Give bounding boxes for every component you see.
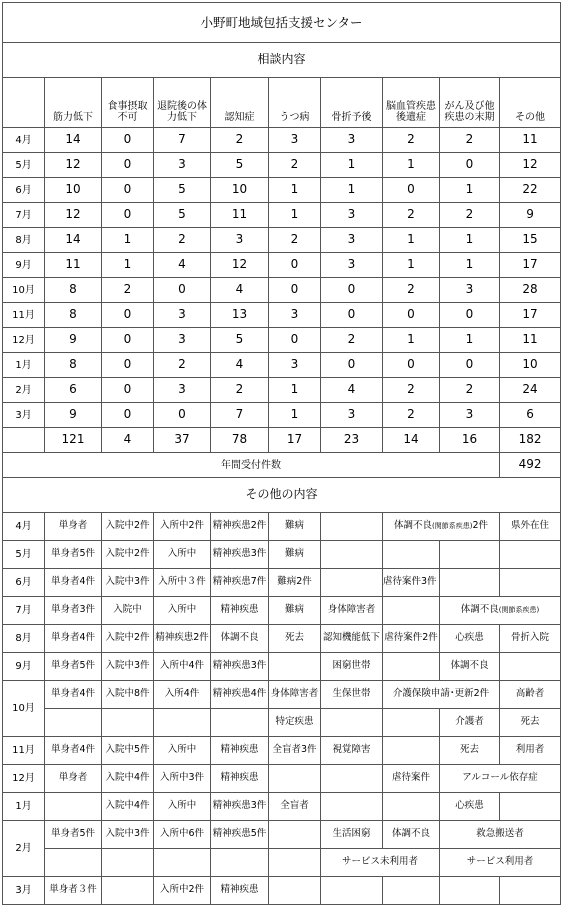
category-header-5: 骨折予後	[321, 78, 383, 128]
report-title: 小野町地域包括支援センター	[3, 3, 561, 43]
table-cell: 1	[269, 378, 321, 403]
table-cell: 11	[500, 328, 561, 353]
table-cell: 1	[102, 253, 154, 278]
table-cell: 3	[321, 403, 383, 428]
other-content-cell: 入院中4件	[102, 793, 154, 821]
table-cell: 1	[269, 403, 321, 428]
total-cell: 78	[211, 428, 269, 453]
other-content-cell: 精神疾患3件	[211, 653, 269, 681]
table-cell: 1	[440, 253, 500, 278]
table-cell: 10	[211, 178, 269, 203]
other-content-cell: 心疾患	[440, 625, 500, 653]
other-content-cell: 難病	[269, 597, 321, 625]
category-header-0: 筋力低下	[45, 78, 102, 128]
table-cell: 3	[440, 278, 500, 303]
other-content-cell	[440, 569, 500, 597]
table-cell: 2	[383, 278, 440, 303]
table-cell: 0	[321, 303, 383, 328]
other-content-cell	[154, 849, 211, 877]
other-content-cell: 単身者5件	[45, 541, 102, 569]
table-cell: 3	[269, 303, 321, 328]
table-cell: 0	[321, 353, 383, 378]
table-cell: 1	[321, 153, 383, 178]
table-cell: 0	[269, 278, 321, 303]
table-cell: 5	[154, 178, 211, 203]
other-content-cell: 単身者4件	[45, 625, 102, 653]
table-cell: 2	[154, 353, 211, 378]
table-cell: 7	[154, 128, 211, 153]
table-cell: 10	[500, 353, 561, 378]
table-cell: 0	[102, 153, 154, 178]
other-month-label: 10月	[3, 681, 45, 737]
consultation-report-table	[2, 2, 561, 905]
total-cell: 37	[154, 428, 211, 453]
table-cell: 17	[500, 303, 561, 328]
table-cell: 3	[154, 303, 211, 328]
table-cell: 0	[154, 403, 211, 428]
cell-note: (関節系疾患)	[498, 606, 540, 615]
other-content-cell: 介護者	[440, 709, 500, 737]
annual-total-label: 年間受付件数	[3, 453, 500, 478]
other-content-cell	[269, 821, 321, 849]
table-cell: 17	[500, 253, 561, 278]
table-cell: 11	[211, 203, 269, 228]
other-content-cell: 精神疾患	[211, 877, 269, 905]
other-content-cell	[102, 849, 154, 877]
other-content-cell	[500, 569, 561, 597]
table-cell: 9	[45, 403, 102, 428]
other-content-cell: 困窮世帯	[321, 653, 383, 681]
other-content-cell	[383, 541, 440, 569]
category-header-3: 認知症	[211, 78, 269, 128]
cell-text: 体調不良	[393, 520, 432, 532]
other-month-label: 8月	[3, 625, 45, 653]
table-cell: 12	[500, 153, 561, 178]
table-cell: 0	[102, 303, 154, 328]
table-cell: 11	[500, 128, 561, 153]
other-content-cell: 入院中2件	[102, 625, 154, 653]
other-content-cell: 入所中4件	[154, 653, 211, 681]
month-label: 4月	[3, 128, 45, 153]
table-cell: 0	[154, 278, 211, 303]
other-content-cell: 単身者4件	[45, 737, 102, 765]
other-content-cell	[45, 793, 102, 821]
table-cell: 1	[269, 203, 321, 228]
table-cell: 0	[440, 353, 500, 378]
other-content-cell: 単身者	[45, 513, 102, 541]
other-content-cell: 特定疾患	[269, 709, 321, 737]
table-cell: 1	[440, 178, 500, 203]
month-label: 10月	[3, 278, 45, 303]
other-content-cell: アルコール依存症	[440, 765, 561, 793]
table-cell: 12	[45, 153, 102, 178]
table-cell: 2	[102, 278, 154, 303]
other-content-cell: 精神疾患5件	[211, 821, 269, 849]
other-content-cell	[211, 849, 269, 877]
other-content-cell	[440, 541, 500, 569]
section-title-consultation: 相談内容	[3, 43, 561, 78]
other-content-cell	[500, 793, 561, 821]
other-content-cell	[45, 849, 102, 877]
table-cell: 5	[154, 203, 211, 228]
other-content-cell: 単身者	[45, 765, 102, 793]
other-content-cell: 単身者３件	[45, 877, 102, 905]
table-cell: 0	[102, 378, 154, 403]
other-content-cell: 入所中	[154, 737, 211, 765]
other-content-cell: 全盲者	[269, 793, 321, 821]
table-cell: 3	[154, 328, 211, 353]
table-cell: 5	[211, 153, 269, 178]
other-content-cell: 入所4件	[154, 681, 211, 709]
month-label: 6月	[3, 178, 45, 203]
total-cell: 4	[102, 428, 154, 453]
table-cell: 3	[154, 153, 211, 178]
table-cell: 4	[321, 378, 383, 403]
table-cell: 3	[321, 228, 383, 253]
other-content-cell	[321, 541, 383, 569]
other-content-cell	[269, 653, 321, 681]
other-content-cell: 全盲者3件	[269, 737, 321, 765]
other-month-label: 9月	[3, 653, 45, 681]
month-label: 11月	[3, 303, 45, 328]
category-header-2: 退院後の体力低下	[154, 78, 211, 128]
table-cell: 0	[269, 328, 321, 353]
other-month-label: 6月	[3, 569, 45, 597]
category-header-6: 脳血管疾患後遺症	[383, 78, 440, 128]
table-cell: 2	[383, 403, 440, 428]
other-content-cell: 体調不良	[440, 653, 500, 681]
table-cell: 1	[440, 228, 500, 253]
table-cell: 2	[440, 378, 500, 403]
other-content-cell: 入院中3件	[102, 653, 154, 681]
other-content-cell: 精神疾患7件	[211, 569, 269, 597]
other-content-cell: 精神疾患2件	[154, 625, 211, 653]
other-content-cell: 入所中	[154, 541, 211, 569]
table-cell: 0	[102, 403, 154, 428]
category-header-8: その他	[500, 78, 561, 128]
other-content-cell: 生保世帯	[321, 681, 383, 709]
table-cell: 2	[154, 228, 211, 253]
table-cell: 9	[500, 203, 561, 228]
table-cell: 8	[45, 353, 102, 378]
other-content-cell	[321, 793, 383, 821]
corner-cell	[3, 78, 45, 128]
cell-text: 2件	[472, 520, 489, 532]
other-content-cell	[383, 653, 440, 681]
other-content-cell	[321, 877, 383, 905]
other-content-cell	[45, 709, 102, 737]
total-cell: 16	[440, 428, 500, 453]
table-cell: 8	[45, 303, 102, 328]
other-content-cell: 単身者3件	[45, 597, 102, 625]
other-content-cell	[383, 737, 440, 765]
other-content-cell	[154, 709, 211, 737]
other-month-label: 3月	[3, 877, 45, 905]
other-content-cell: 高齢者	[500, 681, 561, 709]
table-cell: 0	[383, 353, 440, 378]
table-cell: 8	[45, 278, 102, 303]
table-cell: 3	[321, 253, 383, 278]
table-cell: 0	[440, 303, 500, 328]
other-content-cell: 入院中3件	[102, 821, 154, 849]
other-content-cell	[500, 541, 561, 569]
other-content-cell: 難病	[269, 513, 321, 541]
other-content-cell: 認知機能低下	[321, 625, 383, 653]
other-content-cell	[321, 709, 383, 737]
other-content-cell	[500, 877, 561, 905]
other-content-cell	[383, 793, 440, 821]
other-content-cell-wide	[440, 597, 561, 625]
table-cell: 22	[500, 178, 561, 203]
other-content-cell: 単身者4件	[45, 569, 102, 597]
table-cell: 11	[45, 253, 102, 278]
other-content-cell: 精神疾患3件	[211, 541, 269, 569]
table-cell: 1	[383, 153, 440, 178]
table-cell: 0	[102, 178, 154, 203]
other-content-cell: 精神疾患	[211, 597, 269, 625]
other-content-cell: 単身者5件	[45, 653, 102, 681]
other-content-cell	[383, 597, 440, 625]
table-cell: 1	[383, 253, 440, 278]
annual-total-value: 492	[500, 453, 561, 478]
table-cell: 9	[45, 328, 102, 353]
other-content-cell: 精神疾患	[211, 737, 269, 765]
other-content-cell: 骨折入院	[500, 625, 561, 653]
category-header-1: 食事摂取不可	[102, 78, 154, 128]
table-cell: 2	[383, 203, 440, 228]
table-cell: 1	[383, 328, 440, 353]
other-month-label: 5月	[3, 541, 45, 569]
other-month-label: 4月	[3, 513, 45, 541]
table-cell: 12	[211, 253, 269, 278]
table-cell: 2	[440, 203, 500, 228]
table-cell: 2	[440, 128, 500, 153]
total-cell: 17	[269, 428, 321, 453]
other-month-label: 2月	[3, 821, 45, 877]
table-cell: 14	[45, 228, 102, 253]
cell-note: (関節系疾患)	[432, 522, 473, 531]
table-cell: 4	[154, 253, 211, 278]
other-content-cell: 単身者4件	[45, 681, 102, 709]
table-cell: 6	[500, 403, 561, 428]
table-cell: 3	[269, 128, 321, 153]
other-content-cell: 心疾患	[440, 793, 500, 821]
table-cell: 15	[500, 228, 561, 253]
other-content-cell: 死去	[440, 737, 500, 765]
other-content-cell: 入院中4件	[102, 765, 154, 793]
table-cell: 1	[383, 228, 440, 253]
table-cell: 2	[211, 378, 269, 403]
other-month-label: 1月	[3, 793, 45, 821]
total-label-cell	[3, 428, 45, 453]
other-content-cell	[102, 877, 154, 905]
other-content-cell: 救急搬送者	[440, 821, 561, 849]
other-content-cell	[211, 709, 269, 737]
other-month-label: 7月	[3, 597, 45, 625]
table-cell: 4	[211, 353, 269, 378]
other-content-cell: 入所中6件	[154, 821, 211, 849]
table-cell: 4	[211, 278, 269, 303]
table-cell: 0	[383, 303, 440, 328]
other-content-cell: 精神疾患3件	[211, 793, 269, 821]
table-cell: 6	[45, 378, 102, 403]
other-month-label: 12月	[3, 765, 45, 793]
table-cell: 0	[440, 153, 500, 178]
other-month-label: 11月	[3, 737, 45, 765]
table-cell: 1	[321, 178, 383, 203]
other-content-cell: 視覚障害	[321, 737, 383, 765]
table-cell: 14	[45, 128, 102, 153]
table-cell: 3	[321, 203, 383, 228]
total-cell: 23	[321, 428, 383, 453]
month-label: 3月	[3, 403, 45, 428]
table-cell: 2	[321, 328, 383, 353]
table-cell: 3	[440, 403, 500, 428]
table-cell: 12	[45, 203, 102, 228]
other-content-cell: 体調不良	[383, 821, 440, 849]
table-cell: 1	[269, 178, 321, 203]
other-content-cell: 入院中3件	[102, 569, 154, 597]
category-header-4: うつ病	[269, 78, 321, 128]
other-content-cell	[321, 569, 383, 597]
other-content-cell: 生活困窮	[321, 821, 383, 849]
total-cell: 182	[500, 428, 561, 453]
table-cell: 1	[440, 328, 500, 353]
other-content-cell: 入所中2件	[154, 877, 211, 905]
table-cell: 2	[211, 128, 269, 153]
table-cell: 1	[102, 228, 154, 253]
month-label: 2月	[3, 378, 45, 403]
other-content-cell: 死去	[500, 709, 561, 737]
other-content-cell: 介護保険申請･更新2件	[383, 681, 500, 709]
other-content-cell: 県外在住	[500, 513, 561, 541]
other-content-cell: 入院中2件	[102, 513, 154, 541]
other-content-cell	[321, 513, 383, 541]
table-cell: 2	[269, 228, 321, 253]
table-cell: 0	[102, 203, 154, 228]
other-content-cell	[102, 709, 154, 737]
other-content-cell: 難病2件	[269, 569, 321, 597]
other-content-cell: 精神疾患4件	[211, 681, 269, 709]
other-content-cell: 利用者	[500, 737, 561, 765]
other-content-cell: 入院中2件	[102, 541, 154, 569]
other-content-cell: 体調不良	[211, 625, 269, 653]
other-content-cell: 入所中	[154, 597, 211, 625]
other-content-cell: 虐待案件2件	[383, 625, 440, 653]
other-content-cell: 死去	[269, 625, 321, 653]
other-content-cell: 入院中	[102, 597, 154, 625]
other-content-cell	[269, 849, 321, 877]
table-cell: 24	[500, 378, 561, 403]
table-cell: 3	[269, 353, 321, 378]
month-label: 1月	[3, 353, 45, 378]
table-cell: 2	[383, 378, 440, 403]
table-cell: 28	[500, 278, 561, 303]
category-header-7: がん及び他疾患の末期	[440, 78, 500, 128]
other-content-cell: 精神疾患2件	[211, 513, 269, 541]
month-label: 9月	[3, 253, 45, 278]
table-cell: 0	[269, 253, 321, 278]
other-content-cell: 入所中３件	[154, 569, 211, 597]
table-cell: 2	[383, 128, 440, 153]
other-content-cell: 入所中	[154, 793, 211, 821]
other-content-cell: 入所中2件	[154, 513, 211, 541]
other-content-cell: 精神疾患	[211, 765, 269, 793]
table-cell: 13	[211, 303, 269, 328]
other-content-cell-wide	[383, 513, 500, 541]
table-cell: 0	[102, 353, 154, 378]
table-cell: 7	[211, 403, 269, 428]
table-cell: 0	[102, 328, 154, 353]
month-label: 12月	[3, 328, 45, 353]
other-content-cell	[383, 709, 440, 737]
table-cell: 3	[154, 378, 211, 403]
month-label: 5月	[3, 153, 45, 178]
other-content-cell	[440, 877, 500, 905]
other-content-cell: 難病	[269, 541, 321, 569]
total-cell: 121	[45, 428, 102, 453]
table-cell: 10	[45, 178, 102, 203]
other-content-cell: 身体障害者	[269, 681, 321, 709]
other-content-cell	[269, 765, 321, 793]
other-content-cell: 虐待案件	[383, 765, 440, 793]
month-label: 8月	[3, 228, 45, 253]
other-content-cell: 入院中5件	[102, 737, 154, 765]
other-content-cell: 入所中3件	[154, 765, 211, 793]
table-cell: 3	[211, 228, 269, 253]
table-cell: 3	[321, 128, 383, 153]
other-content-cell	[321, 765, 383, 793]
section-title-other: その他の内容	[3, 478, 561, 513]
month-label: 7月	[3, 203, 45, 228]
cell-text: 体調不良	[460, 604, 499, 616]
other-content-cell: 身体障害者	[321, 597, 383, 625]
table-cell: 0	[383, 178, 440, 203]
other-content-cell	[500, 653, 561, 681]
table-cell: 0	[321, 278, 383, 303]
other-content-cell	[269, 877, 321, 905]
table-cell: 5	[211, 328, 269, 353]
other-content-cell: 単身者5件	[45, 821, 102, 849]
table-cell: 2	[269, 153, 321, 178]
other-content-cell: サービス未利用者	[321, 849, 440, 877]
other-content-cell: 入院中8件	[102, 681, 154, 709]
table-cell: 0	[102, 128, 154, 153]
total-cell: 14	[383, 428, 440, 453]
other-content-cell: 虐待案件3件	[383, 569, 440, 597]
other-content-cell: サービス利用者	[440, 849, 561, 877]
other-content-cell	[383, 877, 440, 905]
